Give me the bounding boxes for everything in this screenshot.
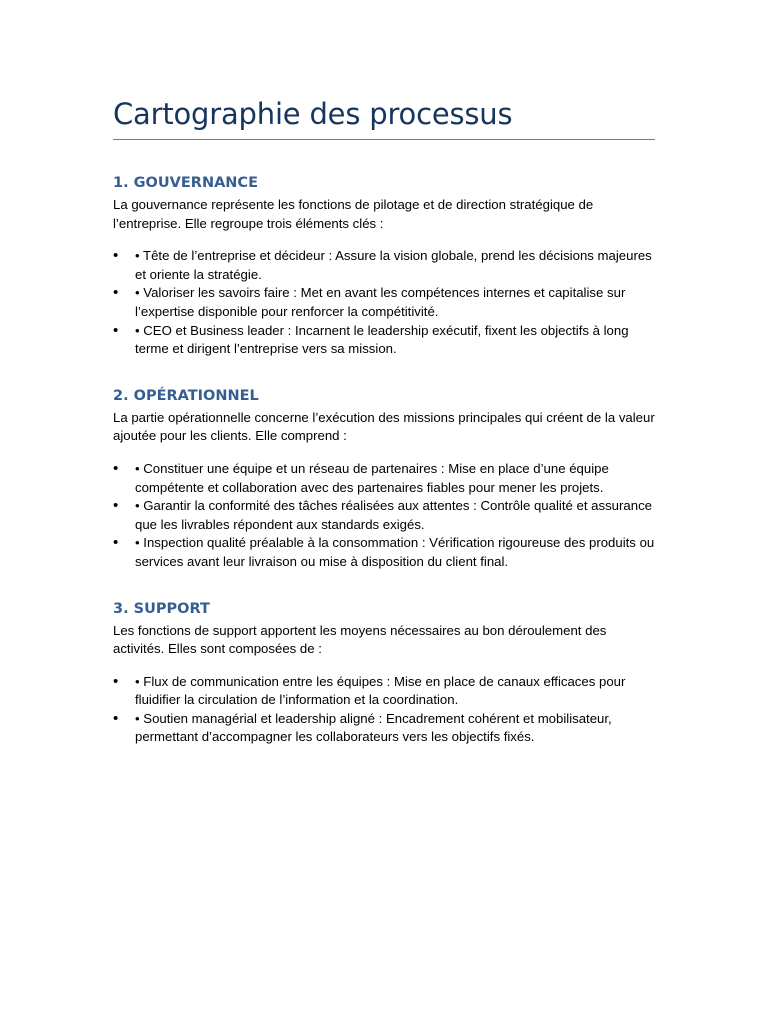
section-intro: Les fonctions de support apportent les moyens nécessaires au bon déroulement des activités. Elles sont composées de : <box>113 622 607 657</box>
section-heading: 2. OPÉRATIONNEL <box>113 387 259 404</box>
bullet-icon: • <box>113 459 119 477</box>
bullet-icon: • <box>113 534 119 552</box>
list-item-text: • CEO et Business leader : Incarnent le leadership exécutif, fixent les objectifs à long terme et dirigent l’entreprise vers sa mission. <box>135 322 629 357</box>
list-item-text: • Tête de l’entreprise et décideur : Assure la vision globale, prend les décisions majeures et oriente la stratégie. <box>135 248 652 282</box>
section-intro: La partie opérationnelle concerne l’exécution des missions principales qui créent de la valeur ajoutée pour les clients. Elle comprend : <box>113 409 655 444</box>
list-item-text: • Valoriser les savoirs faire : Met en avant les compétences internes et capitalise sur l’expertise disponible pour renforcer la compétitivité. <box>135 285 626 319</box>
list-item <box>113 534 655 571</box>
list-item-text: • Garantir la conformité des tâches réalisées aux attentes : Contrôle qualité et assurance que les livrables répondent aux standards exigés. <box>135 498 653 532</box>
list-item-text: • Flux de communication entre les équipes : Mise en place de canaux efficaces pour fluidifier la circulation de l’information et la coordination. <box>135 673 626 708</box>
bullet-list <box>113 460 655 572</box>
bullet-list <box>113 673 655 747</box>
section-heading: 3. SUPPORT <box>113 600 210 617</box>
list-item-text: • Soutien managérial et leadership aligné : Encadrement cohérent et mobilisateur, permettant d’accompagner les collaborateurs vers les objectifs fixés. <box>135 710 612 745</box>
section-support <box>113 599 655 748</box>
bullet-icon: • <box>113 672 119 690</box>
bullet-icon: • <box>113 247 119 265</box>
bullet-icon: • <box>113 709 119 727</box>
bullet-icon: • <box>113 497 119 515</box>
title-underline <box>113 139 655 140</box>
section-gouvernance <box>113 173 655 359</box>
bullet-icon: • <box>113 321 119 339</box>
page-title: Cartographie des processus <box>113 97 513 131</box>
list-item <box>113 460 655 497</box>
list-item <box>113 710 655 747</box>
section-heading: 1. GOUVERNANCE <box>113 175 258 191</box>
bullet-icon: • <box>113 284 119 302</box>
bullet-list <box>113 247 655 359</box>
section-intro: La gouvernance représente les fonctions de pilotage et de direction stratégique de l’entreprise. Elle regroupe trois éléments clés : <box>113 197 594 231</box>
list-item <box>113 673 655 710</box>
section-operationnel <box>113 386 655 572</box>
document-page <box>113 94 655 747</box>
list-item-text: • Inspection qualité préalable à la consommation : Vérification rigoureuse des produits ou services avant leur livraison ou mise à disposition du client final. <box>135 535 655 569</box>
list-item <box>113 322 655 359</box>
list-item <box>113 497 655 534</box>
list-item-text: • Constituer une équipe et un réseau de partenaires : Mise en place d’une équipe compétente et collaboration avec des partenaires fiables pour mener les projets. <box>135 460 609 495</box>
list-item <box>113 284 655 321</box>
list-item <box>113 247 655 284</box>
